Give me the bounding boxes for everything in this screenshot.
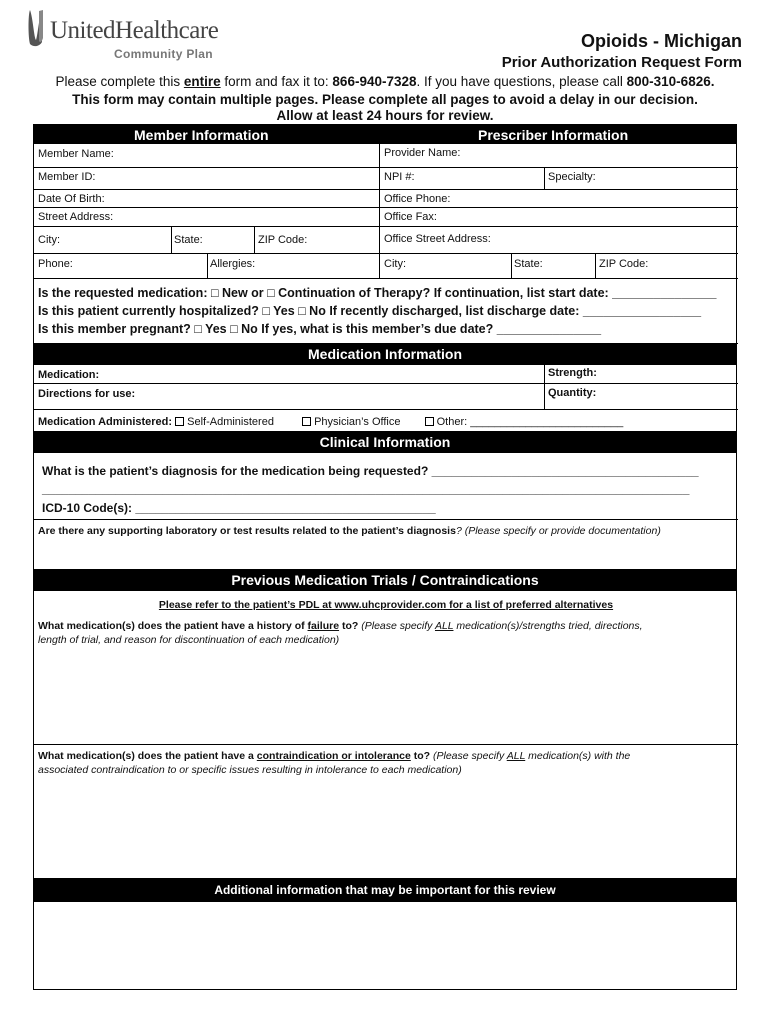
fax-number: 866-940-7328 — [332, 74, 417, 89]
strength-field[interactable]: Strength: — [548, 367, 597, 379]
question-pregnant[interactable]: Is this member pregnant? □ Yes □ No If yes, what is this member’s due date? _______________ — [38, 322, 602, 336]
form-subtitle: Prior Authorization Request Form — [501, 54, 742, 71]
question-hospitalized[interactable]: Is this patient currently hospitalized? □ Yes □ No If recently discharged, list discharge date: _________________ — [38, 304, 702, 318]
failure-question[interactable]: What medication(s) does the patient have a history of failure to? (Please specify ALL medication(s)/strengths tried, directions, — [38, 620, 643, 632]
member-city-field[interactable]: City: — [38, 234, 60, 246]
prior-authorization-form — [33, 124, 737, 990]
diagnosis-line[interactable]: _________________________________________________________________________________________________ — [42, 482, 690, 496]
brand-name: UnitedHealthcare — [50, 17, 219, 44]
member-allergies-field[interactable]: Allergies: — [210, 258, 256, 270]
npi-field[interactable]: NPI #: — [384, 171, 415, 183]
form-title: Opioids - Michigan — [581, 31, 742, 51]
office-city-field[interactable]: City: — [384, 258, 406, 270]
self-administered-checkbox[interactable] — [175, 417, 184, 426]
intro-line-1: Please complete this entire form and fax it to: 866-940-7328. If you have questions, please call 800-310-6826. — [55, 74, 715, 89]
office-fax-field[interactable]: Office Fax: — [384, 211, 437, 223]
unitedhealthcare-logo-icon — [26, 8, 46, 48]
member-dob-field[interactable]: Date Of Birth: — [38, 193, 105, 205]
contraindication-note: associated contraindication to or specific issues resulting in intolerance to each medication) — [38, 764, 462, 776]
office-street-field[interactable]: Office Street Address: — [384, 233, 491, 245]
additional-info-area[interactable] — [34, 902, 738, 990]
failure-note: length of trial, and reason for discontinuation of each medication) — [38, 634, 340, 646]
member-id-field[interactable]: Member ID: — [38, 171, 96, 183]
administered-row: Medication Administered: Self-Administered Physician’s Office Other: _________________________ — [38, 416, 624, 428]
pdl-note: Please refer to the patient’s PDL at www.uhcprovider.com for a list of preferred alternatives — [158, 599, 614, 611]
intro-line-3: Allow at least 24 hours for review. — [276, 108, 494, 123]
question-new-or-continuation[interactable]: Is the requested medication: □ New or □ Continuation of Therapy? If continuation, list start date: _______________ — [38, 286, 717, 300]
lab-results-question[interactable]: Are there any supporting laboratory or test results related to the patient’s diagnosis? (Please specify or provide documentation) — [38, 525, 661, 537]
member-name-field[interactable]: Member Name: — [38, 148, 114, 160]
member-zip-field[interactable]: ZIP Code: — [258, 234, 308, 246]
quantity-field[interactable]: Quantity: — [548, 387, 597, 399]
additional-info-heading: Additional information that may be important for this review — [34, 878, 736, 902]
directions-field[interactable]: Directions for use: — [38, 388, 136, 400]
other-checkbox[interactable] — [425, 417, 434, 426]
help-phone: 800-310-6826. — [626, 74, 715, 89]
icd10-field[interactable]: ICD-10 Code(s): _____________________________________________ — [42, 501, 436, 515]
member-street-field[interactable]: Street Address: — [38, 211, 114, 223]
medication-field[interactable]: Medication: — [38, 369, 100, 381]
clinical-info-heading: Clinical Information — [34, 431, 736, 453]
previous-trials-heading: Previous Medication Trials / Contraindications — [34, 569, 736, 591]
prescriber-info-heading: Prescriber Information — [478, 127, 629, 143]
diagnosis-question[interactable]: What is the patient’s diagnosis for the medication being requested? ________________________________________ — [42, 464, 699, 478]
provider-name-field[interactable]: Provider Name: — [384, 147, 461, 159]
intro-line-2: This form may contain multiple pages. Please complete all pages to avoid a delay in our decision. — [72, 92, 698, 107]
office-zip-field[interactable]: ZIP Code: — [599, 258, 649, 270]
member-state-field[interactable]: State: — [174, 234, 203, 246]
physicians-office-checkbox[interactable] — [302, 417, 311, 426]
office-state-field[interactable]: State: — [514, 258, 543, 270]
member-info-heading: Member Information — [134, 127, 269, 143]
contraindication-question[interactable]: What medication(s) does the patient have a contraindication or intolerance to? (Please specify ALL medication(s) with the — [38, 750, 631, 762]
brand-subtitle: Community Plan — [114, 47, 213, 61]
medication-info-heading: Medication Information — [34, 344, 736, 365]
specialty-field[interactable]: Specialty: — [548, 171, 596, 183]
office-phone-field[interactable]: Office Phone: — [384, 193, 451, 205]
member-phone-field[interactable]: Phone: — [38, 258, 73, 270]
